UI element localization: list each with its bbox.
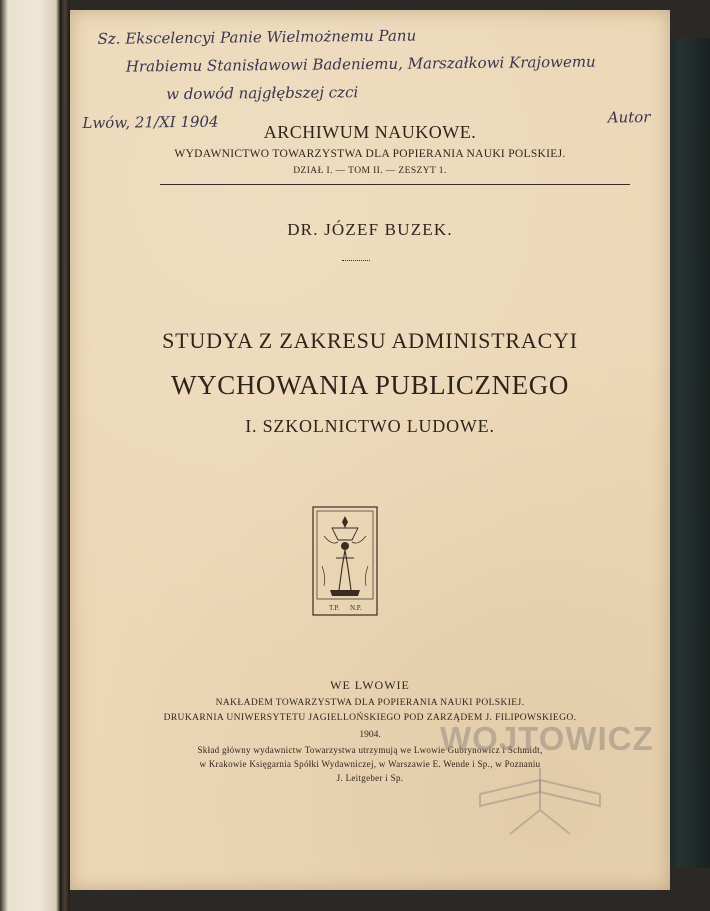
author-name: DR. JÓZEF BUZEK. <box>287 220 453 239</box>
imprint-distribution-3: J. Leitgeber i Sp. <box>336 773 404 783</box>
book-title-line-1: STUDYA Z ZAKRESU ADMINISTRACYI <box>162 328 578 353</box>
imprint-printer: DRUKARNIA UNIWERSYTETU JAGIELLOŃSKIEGO POD ZARZĄDEM J. FILIPOWSKIEGO. <box>163 713 577 723</box>
monogram-left: T.P. <box>329 604 340 612</box>
printers-mark-icon <box>312 506 378 616</box>
watermark-text: WOJTOWICZ <box>440 720 654 757</box>
series-title: ARCHIWUM NAUKOWE. <box>263 122 477 142</box>
dedication-line-1: Sz. Ekscelencyi Panie Wielmożnemu Panu <box>97 26 417 48</box>
imprint-publisher: NAKŁADEM TOWARZYSTWA DLA POPIERANIA NAUKI POLSKIEJ. <box>215 698 525 708</box>
dedication-date: Lwów, 21/XI 1904 <box>82 112 219 133</box>
imprint-distribution-1: Skład główny wydawnictw Towarzystwa utrzymują we Lwowie Gubrynowicz i Schmidt, <box>197 745 543 755</box>
book-spine <box>60 0 70 911</box>
divider-rule <box>160 184 630 185</box>
book-title-line-3: I. SZKOLNICTWO LUDOWE. <box>245 416 495 436</box>
antiquarian-watermark <box>440 702 654 842</box>
ornament-divider <box>342 256 370 261</box>
imprint-place: WE LWOWIE <box>330 678 410 692</box>
monogram-right: N.P. <box>350 604 362 612</box>
handwritten-dedication <box>81 19 662 137</box>
imprint-year: 1904. <box>359 730 381 740</box>
dedication-line-2: Hrabiemu Stanisławowi Badeniemu, Marszałkowi Krajowemu <box>125 52 596 76</box>
book-title-line-2: WYCHOWANIA PUBLICZNEGO <box>171 370 569 400</box>
title-page <box>70 10 670 890</box>
dedication-signature: Autor <box>607 108 651 127</box>
imprint-distribution-2: w Krakowie Księgarnia Spółki Wydawniczej, w Warszawie E. Wende i Sp., w Poznaniu <box>199 759 541 769</box>
series-publisher: WYDAWNICTWO TOWARZYSTWA DLA POPIERANIA NAUKI POLSKIEJ. <box>174 148 566 160</box>
adjacent-page-edge <box>0 0 60 911</box>
series-volume: DZIAŁ I. — TOM II. — ZESZYT 1. <box>293 166 447 176</box>
dedication-line-3: w dowód najgłębszej czci <box>166 83 359 104</box>
